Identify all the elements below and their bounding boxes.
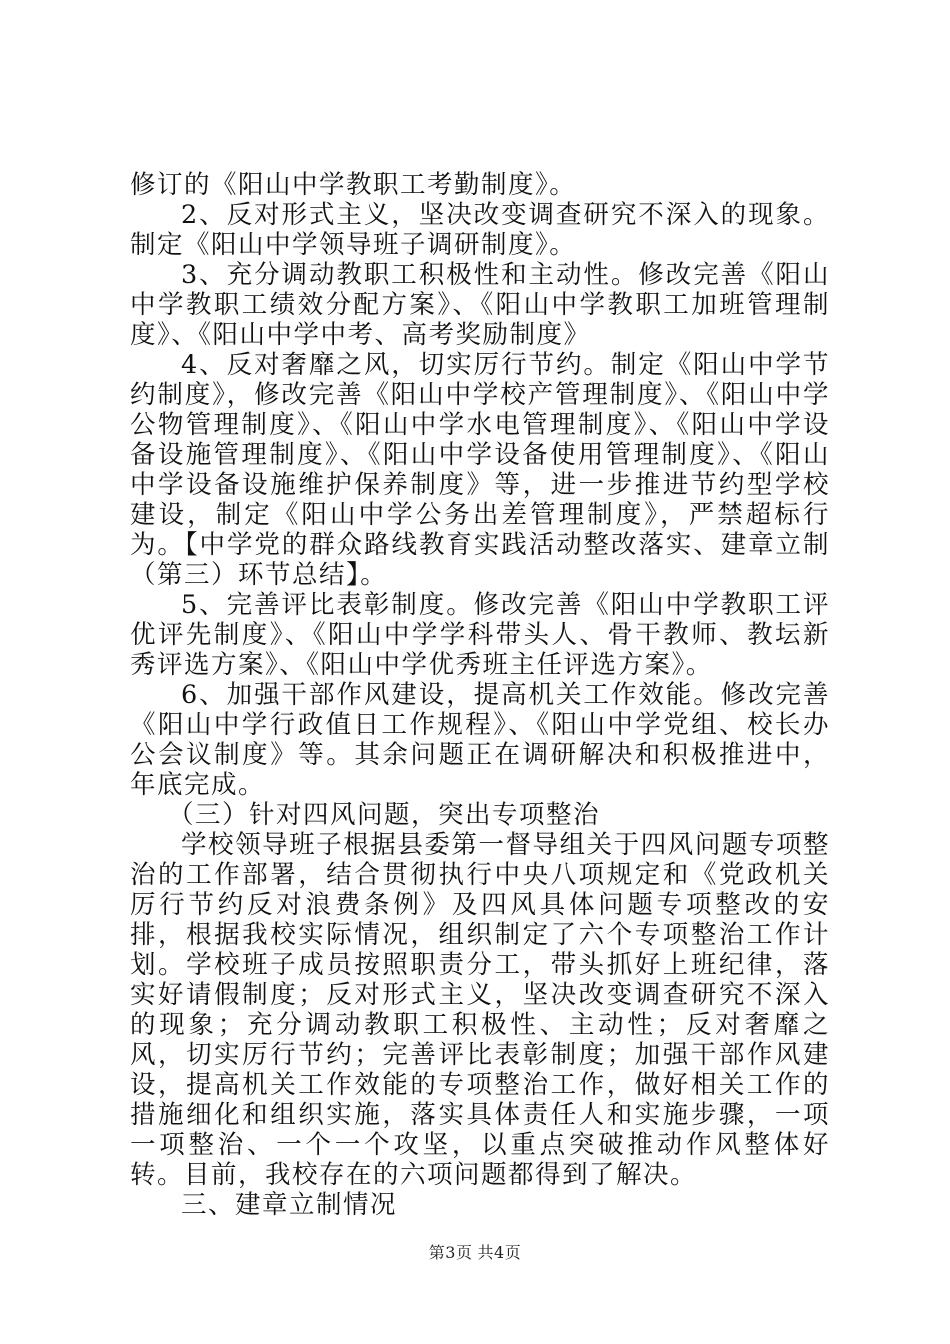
paragraph-special-rectification: 学校领导班子根据县委第一督导组关于四风问题专项整治的工作部署，结合贯彻执行中央八项规定和《党政机关厉行节约反对浪费条例》及四风具体问题专项整改的安排，根据我校实际情况，组织制定了六个专项整治工作计划。学校班子成员按照职责分工，带头抓好上班纪律，落实好请假制度；反对形式主义，坚决改变调查研究不深入的现象；充分调动教职工积极性、主动性；反对奢靡之风，切实厉行节约；完善评比表彰制度；加强干部作风建设，提高机关工作效能的专项整治工作，做好相关工作的措施细化和组织实施，落实具体责任人和实施步骤，一项一项整治、一个一个攻坚，以重点突破推动作风整体好转。目前，我校存在的六项问题都得到了解决。 bbox=[130, 830, 830, 1190]
section-heading-regulations: 三、建章立制情况 bbox=[181, 1190, 398, 1220]
paragraph-item-5: 5、完善评比表彰制度。修改完善《阳山中学教职工评优评先制度》、《阳山中学学科带头人、骨干教师、教坛新秀评选方案》、《阳山中学优秀班主任评选方案》。 bbox=[130, 590, 830, 680]
paragraph-item-6: 6、加强干部作风建设，提高机关工作效能。修改完善《阳山中学行政值日工作规程》、《阳山中学党组、校长办公会议制度》等。其余问题正在调研解决和积极推进中，年底完成。 bbox=[130, 680, 830, 800]
page-total: 共4页 bbox=[477, 1243, 522, 1262]
section-heading-3: （三）针对四风问题，突出专项整治 bbox=[168, 800, 601, 830]
paragraph-item-2: 2、反对形式主义，坚决改变调查研究不深入的现象。制定《阳山中学领导班子调研制度》。 bbox=[130, 200, 830, 260]
page-footer bbox=[0, 1243, 950, 1263]
document-body bbox=[130, 170, 830, 1220]
paragraph-continuation: 修订的《阳山中学教职工考勤制度》。 bbox=[130, 170, 577, 200]
paragraph-item-3: 3、充分调动教职工积极性和主动性。修改完善《阳山中学教职工绩效分配方案》、《阳山中学教职工加班管理制度》、《阳山中学中考、高考奖励制度》 bbox=[130, 260, 830, 350]
paragraph-item-4: 4、反对奢靡之风，切实厉行节约。制定《阳山中学节约制度》，修改完善《阳山中学校产管理制度》、《阳山中学公物管理制度》、《阳山中学水电管理制度》、《阳山中学设备设施管理制度》、《阳山中学设备使用管理制度》、《阳山中学设备设施维护保养制度》等，进一步推进节约型学校建设，制定《阳山中学公务出差管理制度》，严禁超标行为。【中学党的群众路线教育实践活动整改落实、建章立制（第三）环节总结】。 bbox=[130, 350, 830, 590]
page-number: 第3页 bbox=[428, 1243, 473, 1262]
